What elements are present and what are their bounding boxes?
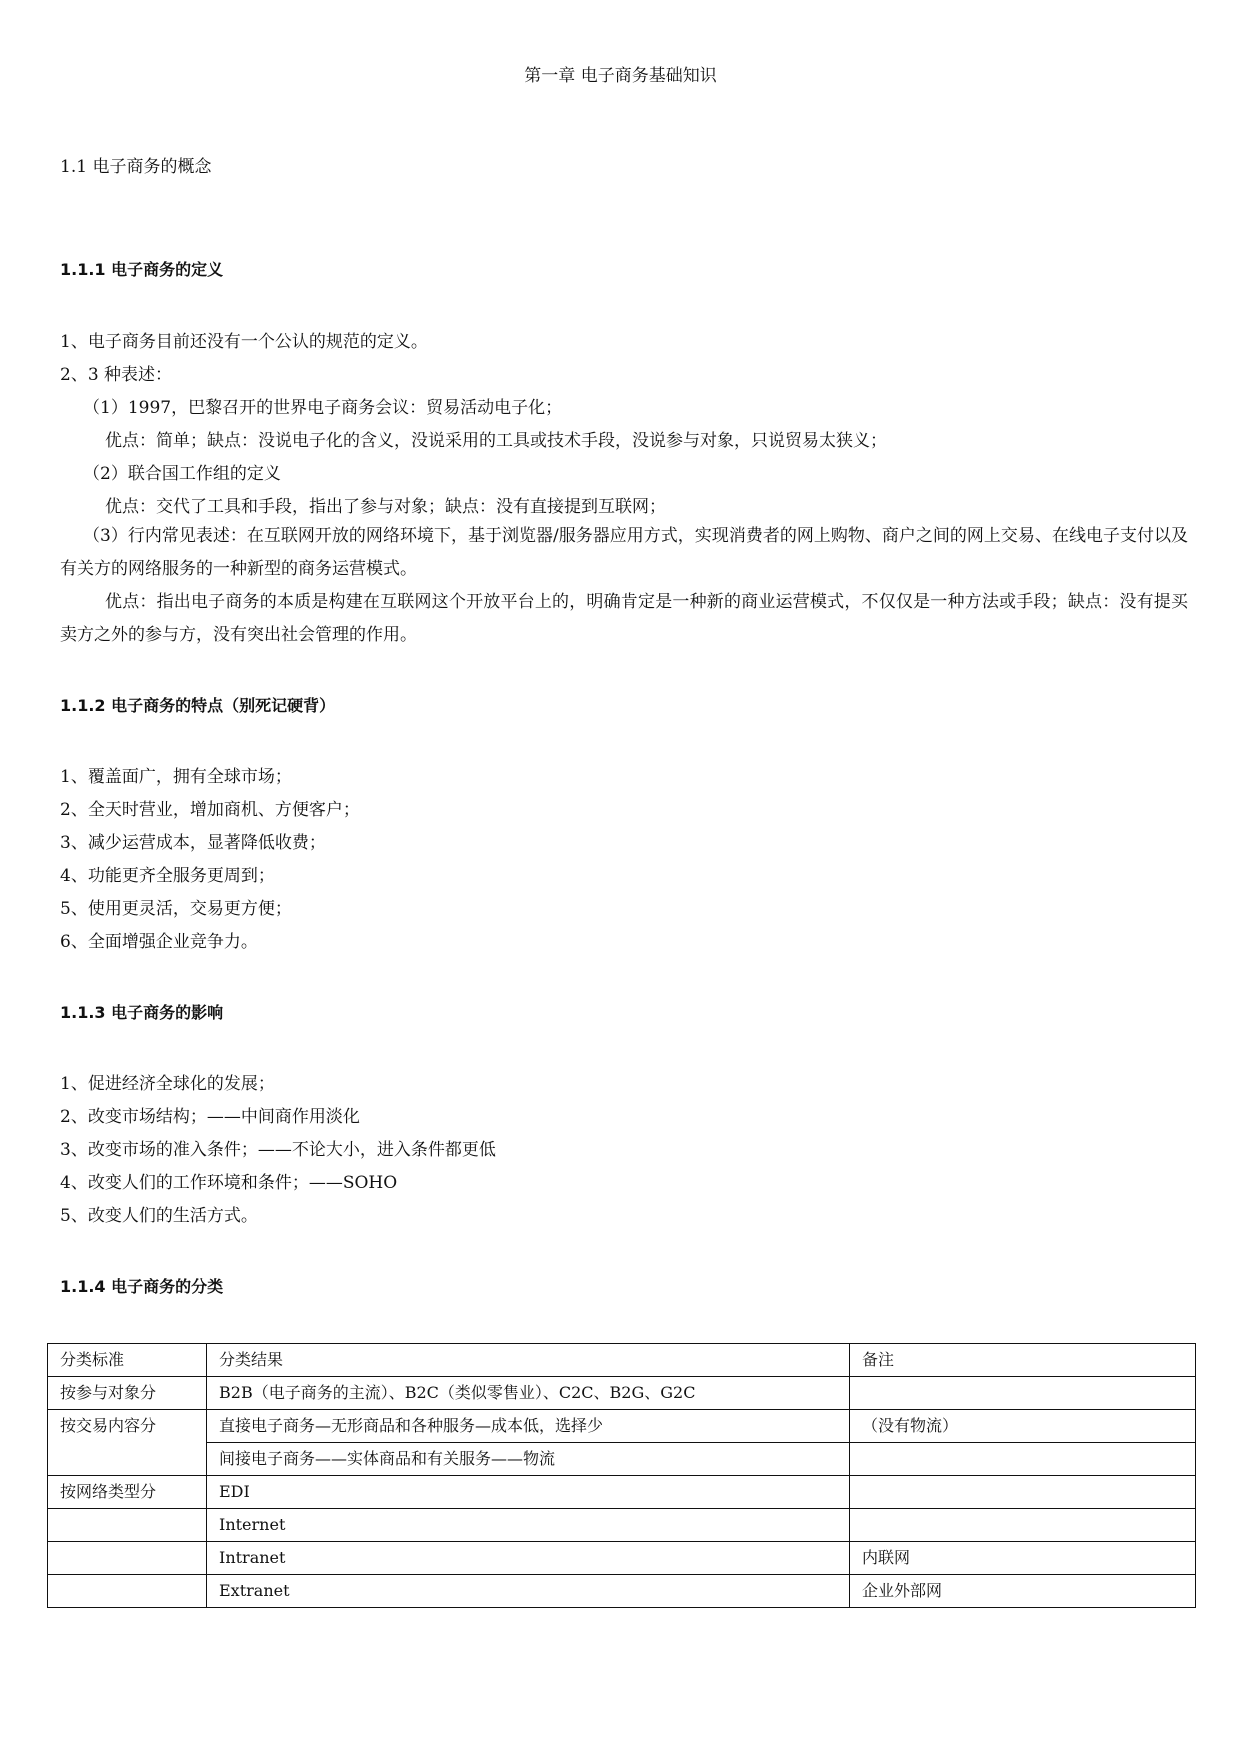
- list-item: 1、覆盖面广，拥有全球市场；: [60, 767, 292, 787]
- subsection-heading-1-1-3: 1.1.3 电子商务的影响: [60, 1003, 224, 1022]
- table-cell: 直接电子商务—无形商品和各种服务—成本低，选择少: [207, 1410, 850, 1443]
- table-cell: [850, 1476, 1196, 1509]
- subsection-heading-1-1-2: 1.1.2 电子商务的特点（别死记硬背）: [60, 696, 336, 715]
- definition-line-3: （1）1997，巴黎召开的世界电子商务会议：贸易活动电子化；: [83, 398, 563, 418]
- chapter-title: 第一章 电子商务基础知识: [524, 66, 717, 86]
- table-cell: B2B（电子商务的主流）、B2C（类似零售业）、C2C、B2G、G2C: [207, 1377, 850, 1410]
- list-item: 1、促进经济全球化的发展；: [60, 1074, 275, 1094]
- table-row: [48, 1443, 1196, 1476]
- table-row: [48, 1410, 1196, 1443]
- table-cell: 企业外部网: [850, 1575, 1196, 1608]
- table-cell: 内联网: [850, 1542, 1196, 1575]
- table-row: [48, 1476, 1196, 1509]
- list-item: 4、改变人们的工作环境和条件；——SOHO: [60, 1173, 398, 1193]
- list-item: 3、减少运营成本，显著降低收费；: [60, 833, 326, 853]
- section-heading: 1.1 电子商务的概念: [60, 157, 212, 177]
- list-item: 6、全面增强企业竞争力。: [60, 932, 258, 952]
- table-cell: 间接电子商务——实体商品和有关服务——物流: [207, 1443, 850, 1476]
- subsection-heading-1-1-4: 1.1.4 电子商务的分类: [60, 1277, 224, 1296]
- table-row: [48, 1509, 1196, 1542]
- list-item: 4、功能更齐全服务更周到；: [60, 866, 275, 886]
- list-item: 5、改变人们的生活方式。: [60, 1206, 258, 1226]
- table-cell: Internet: [207, 1509, 850, 1542]
- table-cell: EDI: [207, 1476, 850, 1509]
- table-cell: Intranet: [207, 1542, 850, 1575]
- definition-line-5: （2）联合国工作组的定义: [83, 464, 281, 484]
- table-cell: 按交易内容分: [48, 1410, 207, 1476]
- table-cell: [48, 1509, 207, 1542]
- table-cell: [850, 1509, 1196, 1542]
- definition-paragraph-1: （3）行内常见表述：在互联网开放的网络环境下，基于浏览器/服务器应用方式，实现消费者的网上购物、商户之间的网上交易、在线电子支付以及有关方的网络服务的一种新型的商务运营模式。: [60, 526, 1188, 579]
- list-item: 2、全天时营业，增加商机、方便客户；: [60, 800, 360, 820]
- subsection-heading-1-1-1: 1.1.1 电子商务的定义: [60, 260, 224, 279]
- definition-line-2: 2、3 种表述：: [60, 365, 173, 385]
- list-item: 5、使用更灵活，交易更方便；: [60, 899, 292, 919]
- table-cell: [48, 1575, 207, 1608]
- table-row: [48, 1377, 1196, 1410]
- table-cell: Extranet: [207, 1575, 850, 1608]
- classification-table: [47, 1343, 1196, 1608]
- definition-line-6: 优点：交代了工具和手段，指出了参与对象；缺点：没有直接提到互联网；: [105, 497, 666, 517]
- table-header-cell: 分类标准: [48, 1344, 207, 1377]
- table-header-row: [48, 1344, 1196, 1377]
- table-cell: [48, 1542, 207, 1575]
- definition-paragraph-2: 优点：指出电子商务的本质是构建在互联网这个开放平台上的，明确肯定是一种新的商业运营模式，不仅仅是一种方法或手段；缺点：没有提买卖方之外的参与方，没有突出社会管理的作用。: [60, 592, 1188, 645]
- table-header-cell: 分类结果: [207, 1344, 850, 1377]
- definition-line-1: 1、电子商务目前还没有一个公认的规范的定义。: [60, 332, 428, 352]
- table-cell: [850, 1443, 1196, 1476]
- table-cell: （没有物流）: [850, 1410, 1196, 1443]
- list-item: 2、改变市场结构；——中间商作用淡化: [60, 1107, 360, 1127]
- table-row: [48, 1575, 1196, 1608]
- definition-line-4: 优点：简单；缺点：没说电子化的含义，没说采用的工具或技术手段，没说参与对象，只说贸易太狭义；: [105, 431, 887, 451]
- table-row: [48, 1542, 1196, 1575]
- table-cell: [850, 1377, 1196, 1410]
- table-header-cell: 备注: [850, 1344, 1196, 1377]
- table-cell: 按参与对象分: [48, 1377, 207, 1410]
- list-item: 3、改变市场的准入条件；——不论大小，进入条件都更低: [60, 1140, 496, 1160]
- table-cell: 按网络类型分: [48, 1476, 207, 1509]
